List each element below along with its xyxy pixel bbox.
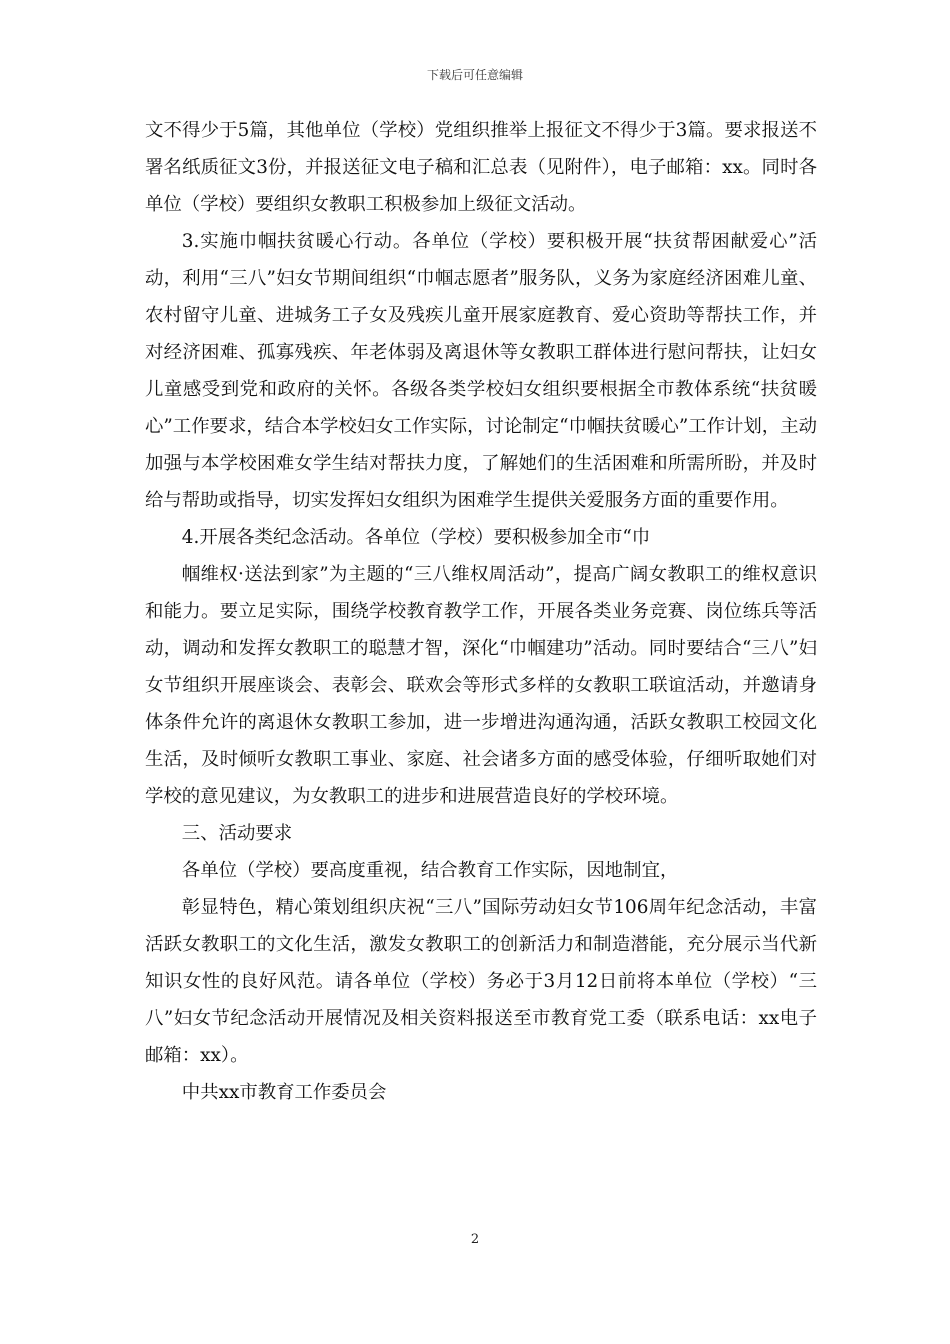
paragraph-requirements-detail: 彰显特色，精心策划组织庆祝“三八”国际劳动妇女节106周年纪念活动，丰富活跃女教职工的文化生活，激发女教职工的创新活力和制造潜能，充分展示当代新知识女性的良好风范。请各单位（学校）务必于3月12日前将本单位（学校）“三八”妇女节纪念活动开展情况及相关资料报送至市教育党工委（联系电话：xx电子邮箱：xx）。 — [145, 897, 817, 1066]
paragraph-requirements-intro: 各单位（学校）要高度重视，结合教育工作实际，因地制宜， — [181, 860, 679, 881]
document-body — [145, 112, 817, 1111]
paragraph-rights-week: 帼维权·送法到家”为主题的“三八维权周活动”，提高广阔女教职工的维权意识和能力。要立足实际，围绕学校教育教学工作，开展各类业务竞赛、岗位练兵等活动，调动和发挥女教职工的聪慧才智，深化“巾帼建功”活动。同时要结合“三八”妇女节组织开展座谈会、表彰会、联欢会等形式多样的女教职工联谊活动，并邀请身体条件允许的离退休女教职工参加，进一步增进沟通沟通，活跃女教职工校园文化生活，及时倾听女教职工事业、家庭、社会诸多方面的感受体验，仔细听取她们对学校的意见建议，为女教职工的进步和进展营造良好的学校环境。 — [145, 564, 817, 807]
section-heading-activity-requirements: 三、活动要求 — [181, 823, 293, 844]
paragraph-essay-requirements: 文不得少于5篇，其他单位（学校）党组织推举上报征文不得少于3篇。要求报送不署名纸质征文3份，并报送征文电子稿和汇总表（见附件），电子邮箱：xx。同时各单位（学校）要组织女教职工积极参加上级征文活动。 — [145, 120, 817, 215]
paragraph-commemorative-activities-intro: 4.开展各类纪念活动。各单位（学校）要积极参加全市“巾 — [181, 527, 651, 548]
page-number: 2 — [470, 1232, 480, 1247]
signature-organization: 中共xx市教育工作委员会 — [181, 1082, 387, 1103]
page-header-note: 下载后可任意编辑 — [426, 68, 523, 82]
paragraph-poverty-relief: 3.实施巾帼扶贫暖心行动。各单位（学校）要积极开展“扶贫帮困献爱心”活动，利用“三八”妇女节期间组织“巾帼志愿者”服务队，义务为家庭经济困难儿童、农村留守儿童、进城务工子女及残疾儿童开展家庭教育、爱心资助等帮扶工作，并对经济困难、孤寡残疾、年老体弱及离退休等女教职工群体进行慰问帮扶，让妇女儿童感受到党和政府的关怀。各级各类学校妇女组织要根据全市教体系统“扶贫暖心”工作要求，结合本学校妇女工作实际，讨论制定“巾帼扶贫暖心”工作计划，主动加强与本学校困难女学生结对帮扶力度，了解她们的生活困难和所需所盼，并及时给与帮助或指导，切实发挥妇女组织为困难学生提供关爱服务方面的重要作用。 — [145, 231, 817, 511]
